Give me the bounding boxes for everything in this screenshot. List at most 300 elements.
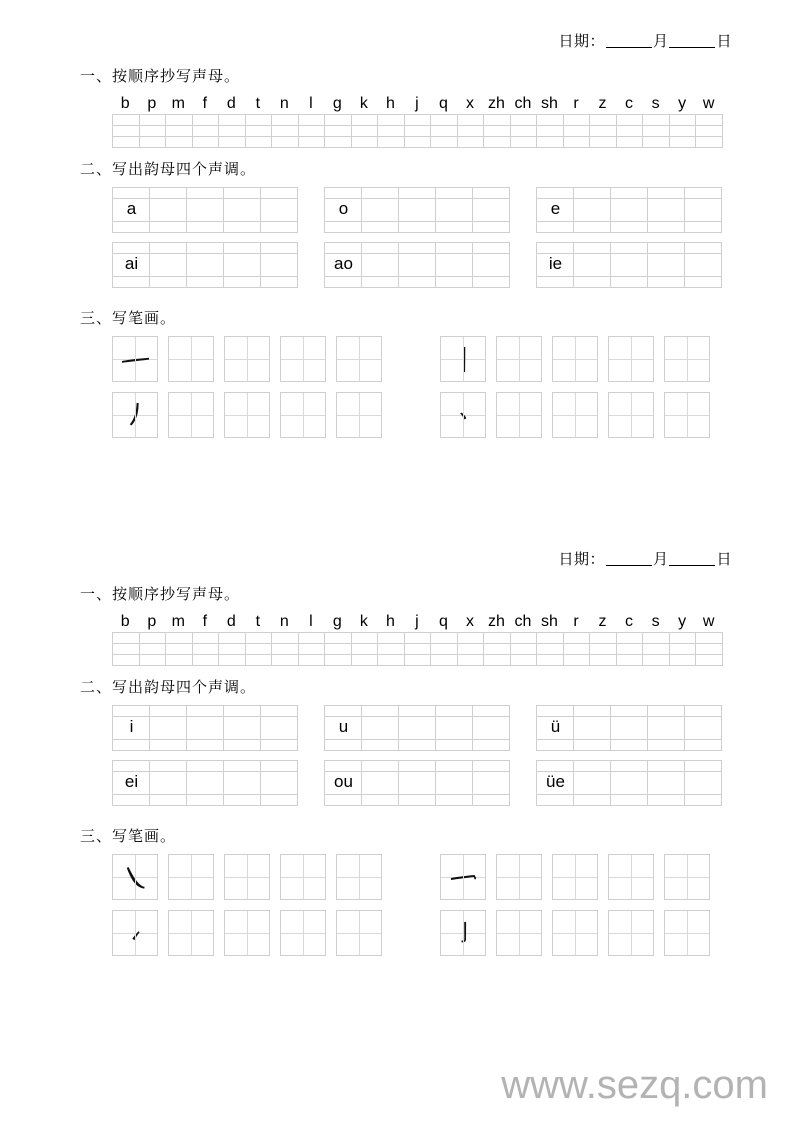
vowel-cell[interactable]: [537, 188, 574, 199]
stroke-practice-box[interactable]: [552, 910, 598, 956]
writing-cell[interactable]: [325, 655, 352, 666]
vowel-cell[interactable]: [436, 243, 473, 254]
writing-cell[interactable]: [537, 644, 564, 655]
writing-cell[interactable]: [272, 137, 299, 148]
vowel-cell[interactable]: [224, 740, 261, 751]
writing-cell[interactable]: [219, 115, 246, 126]
date-month-blank[interactable]: [606, 565, 652, 566]
vowel-practice-box[interactable]: [112, 760, 298, 806]
writing-cell[interactable]: [511, 633, 538, 644]
stroke-practice-box[interactable]: [280, 392, 326, 438]
writing-cell[interactable]: [458, 115, 485, 126]
vowel-cell[interactable]: [150, 795, 187, 806]
writing-cell[interactable]: [511, 655, 538, 666]
writing-cell[interactable]: [431, 137, 458, 148]
vowel-cell[interactable]: [537, 795, 574, 806]
vowel-cell[interactable]: [685, 188, 722, 199]
writing-cell[interactable]: [405, 115, 432, 126]
vowel-cell[interactable]: [325, 740, 362, 751]
writing-cell[interactable]: [537, 126, 564, 137]
writing-cell[interactable]: [378, 655, 405, 666]
stroke-model-box[interactable]: [112, 910, 158, 956]
writing-cell[interactable]: [617, 137, 644, 148]
vowel-cell[interactable]: [261, 761, 298, 772]
writing-cell[interactable]: [272, 644, 299, 655]
vowel-cell[interactable]: [399, 243, 436, 254]
writing-cell[interactable]: [458, 644, 485, 655]
vowel-grid-row[interactable]: [537, 772, 722, 795]
writing-cell[interactable]: [325, 644, 352, 655]
vowel-cell[interactable]: [187, 199, 224, 222]
vowel-cell[interactable]: [362, 761, 399, 772]
writing-cell[interactable]: [219, 137, 246, 148]
writing-cell[interactable]: [670, 137, 697, 148]
vowel-cell[interactable]: [261, 706, 298, 717]
writing-cell[interactable]: [458, 137, 485, 148]
vowel-practice-box[interactable]: [324, 705, 510, 751]
writing-cell[interactable]: [219, 655, 246, 666]
vowel-cell[interactable]: [362, 795, 399, 806]
vowel-practice-box[interactable]: [324, 760, 510, 806]
writing-cell[interactable]: [113, 633, 140, 644]
vowel-cell[interactable]: [362, 706, 399, 717]
stroke-practice-box[interactable]: [336, 336, 382, 382]
writing-cell[interactable]: [643, 126, 670, 137]
writing-cell[interactable]: [405, 644, 432, 655]
vowel-cell[interactable]: [150, 740, 187, 751]
vowel-practice-box[interactable]: [112, 187, 298, 233]
vowel-grid-row[interactable]: [537, 243, 722, 254]
stroke-practice-box[interactable]: [280, 336, 326, 382]
writing-grid-row[interactable]: [113, 115, 723, 126]
vowel-grid-row[interactable]: [325, 717, 510, 740]
vowel-cell[interactable]: [261, 772, 298, 795]
vowel-grid-row[interactable]: [537, 188, 722, 199]
writing-cell[interactable]: [696, 115, 723, 126]
vowel-cell[interactable]: [537, 706, 574, 717]
vowel-cell[interactable]: [399, 761, 436, 772]
vowel-cell[interactable]: [436, 199, 473, 222]
vowel-cell[interactable]: [399, 706, 436, 717]
vowel-cell[interactable]: [537, 254, 574, 277]
writing-cell[interactable]: [458, 126, 485, 137]
vowel-cell[interactable]: [473, 772, 510, 795]
vowel-cell[interactable]: [473, 222, 510, 233]
vowel-cell[interactable]: [574, 795, 611, 806]
writing-cell[interactable]: [140, 126, 167, 137]
vowel-cell[interactable]: [224, 717, 261, 740]
vowel-cell[interactable]: [574, 277, 611, 288]
vowel-cell[interactable]: [362, 717, 399, 740]
stroke-practice-box[interactable]: [608, 910, 654, 956]
vowel-cell[interactable]: [399, 199, 436, 222]
writing-cell[interactable]: [113, 137, 140, 148]
writing-cell[interactable]: [617, 633, 644, 644]
writing-cell[interactable]: [325, 633, 352, 644]
vowel-cell[interactable]: [187, 717, 224, 740]
vowel-cell[interactable]: [362, 199, 399, 222]
vowel-cell[interactable]: [224, 761, 261, 772]
vowel-cell[interactable]: [473, 706, 510, 717]
writing-cell[interactable]: [140, 655, 167, 666]
stroke-practice-box[interactable]: [224, 910, 270, 956]
stroke-practice-box[interactable]: [608, 336, 654, 382]
vowel-cell[interactable]: [113, 254, 150, 277]
writing-cell[interactable]: [246, 137, 273, 148]
writing-cell[interactable]: [140, 137, 167, 148]
writing-cell[interactable]: [564, 126, 591, 137]
writing-cell[interactable]: [564, 137, 591, 148]
vowel-cell[interactable]: [648, 740, 685, 751]
writing-cell[interactable]: [246, 126, 273, 137]
vowel-grid-row[interactable]: [325, 188, 510, 199]
writing-cell[interactable]: [378, 644, 405, 655]
writing-cell[interactable]: [696, 633, 723, 644]
vowel-cell[interactable]: [150, 761, 187, 772]
vowel-cell[interactable]: [362, 772, 399, 795]
writing-cell[interactable]: [166, 137, 193, 148]
writing-cell[interactable]: [590, 655, 617, 666]
date-day-blank[interactable]: [669, 565, 715, 566]
vowel-cell[interactable]: [113, 277, 150, 288]
vowel-cell[interactable]: [399, 740, 436, 751]
vowel-cell[interactable]: [473, 199, 510, 222]
writing-cell[interactable]: [352, 644, 379, 655]
vowel-cell[interactable]: [150, 277, 187, 288]
vowel-cell[interactable]: [325, 243, 362, 254]
writing-cell[interactable]: [219, 126, 246, 137]
vowel-cell[interactable]: [150, 199, 187, 222]
vowel-cell[interactable]: [261, 188, 298, 199]
vowel-cell[interactable]: [537, 772, 574, 795]
writing-cell[interactable]: [511, 137, 538, 148]
vowel-cell[interactable]: [113, 199, 150, 222]
writing-cell[interactable]: [484, 644, 511, 655]
writing-cell[interactable]: [537, 655, 564, 666]
vowel-cell[interactable]: [187, 254, 224, 277]
vowel-cell[interactable]: [187, 740, 224, 751]
vowel-grid-row[interactable]: [113, 277, 298, 288]
vowel-cell[interactable]: [224, 772, 261, 795]
vowel-cell[interactable]: [399, 188, 436, 199]
writing-cell[interactable]: [378, 126, 405, 137]
writing-cell[interactable]: [643, 115, 670, 126]
writing-cell[interactable]: [272, 633, 299, 644]
stroke-practice-box[interactable]: [168, 336, 214, 382]
writing-cell[interactable]: [564, 655, 591, 666]
vowel-grid-row[interactable]: [325, 199, 510, 222]
vowel-grid-row[interactable]: [325, 254, 510, 277]
vowel-cell[interactable]: [261, 740, 298, 751]
vowel-cell[interactable]: [648, 277, 685, 288]
vowel-cell[interactable]: [150, 222, 187, 233]
writing-cell[interactable]: [590, 115, 617, 126]
vowel-cell[interactable]: [473, 761, 510, 772]
vowel-cell[interactable]: [436, 277, 473, 288]
vowel-cell[interactable]: [611, 795, 648, 806]
vowel-cell[interactable]: [574, 254, 611, 277]
writing-cell[interactable]: [352, 115, 379, 126]
consonant-writing-grid[interactable]: [112, 114, 723, 148]
vowel-cell[interactable]: [574, 243, 611, 254]
stroke-practice-box[interactable]: [496, 910, 542, 956]
vowel-grid-row[interactable]: [537, 717, 722, 740]
writing-cell[interactable]: [431, 115, 458, 126]
vowel-cell[interactable]: [611, 243, 648, 254]
vowel-cell[interactable]: [362, 254, 399, 277]
vowel-cell[interactable]: [685, 717, 722, 740]
writing-cell[interactable]: [696, 137, 723, 148]
writing-cell[interactable]: [643, 644, 670, 655]
vowel-cell[interactable]: [685, 740, 722, 751]
stroke-model-box[interactable]: [440, 910, 486, 956]
vowel-cell[interactable]: [685, 277, 722, 288]
vowel-cell[interactable]: [436, 254, 473, 277]
vowel-cell[interactable]: [611, 740, 648, 751]
writing-cell[interactable]: [431, 644, 458, 655]
vowel-cell[interactable]: [685, 243, 722, 254]
writing-cell[interactable]: [431, 633, 458, 644]
vowel-grid-row[interactable]: [325, 740, 510, 751]
vowel-cell[interactable]: [224, 277, 261, 288]
vowel-grid-row[interactable]: [537, 740, 722, 751]
vowel-cell[interactable]: [187, 772, 224, 795]
writing-cell[interactable]: [590, 137, 617, 148]
writing-cell[interactable]: [166, 126, 193, 137]
writing-cell[interactable]: [537, 633, 564, 644]
writing-cell[interactable]: [193, 655, 220, 666]
vowel-cell[interactable]: [224, 254, 261, 277]
date-month-blank[interactable]: [606, 47, 652, 48]
vowel-cell[interactable]: [574, 188, 611, 199]
writing-cell[interactable]: [670, 115, 697, 126]
vowel-cell[interactable]: [574, 761, 611, 772]
vowel-cell[interactable]: [150, 706, 187, 717]
vowel-cell[interactable]: [648, 188, 685, 199]
vowel-cell[interactable]: [473, 717, 510, 740]
date-day-blank[interactable]: [669, 47, 715, 48]
vowel-cell[interactable]: [473, 795, 510, 806]
writing-cell[interactable]: [431, 126, 458, 137]
stroke-practice-box[interactable]: [608, 392, 654, 438]
vowel-practice-box[interactable]: [536, 705, 722, 751]
vowel-cell[interactable]: [436, 740, 473, 751]
stroke-practice-box[interactable]: [168, 392, 214, 438]
vowel-cell[interactable]: [261, 717, 298, 740]
vowel-grid-row[interactable]: [325, 761, 510, 772]
stroke-model-box[interactable]: [440, 392, 486, 438]
writing-cell[interactable]: [246, 644, 273, 655]
stroke-practice-box[interactable]: [280, 854, 326, 900]
writing-cell[interactable]: [617, 126, 644, 137]
writing-cell[interactable]: [193, 644, 220, 655]
vowel-cell[interactable]: [537, 717, 574, 740]
writing-cell[interactable]: [113, 115, 140, 126]
writing-cell[interactable]: [113, 655, 140, 666]
vowel-cell[interactable]: [473, 740, 510, 751]
writing-cell[interactable]: [299, 655, 326, 666]
vowel-cell[interactable]: [224, 199, 261, 222]
vowel-grid-row[interactable]: [113, 761, 298, 772]
writing-cell[interactable]: [193, 137, 220, 148]
vowel-cell[interactable]: [187, 277, 224, 288]
writing-cell[interactable]: [299, 115, 326, 126]
vowel-grid-row[interactable]: [113, 717, 298, 740]
writing-cell[interactable]: [484, 633, 511, 644]
writing-cell[interactable]: [352, 655, 379, 666]
vowel-cell[interactable]: [685, 795, 722, 806]
consonant-writing-grid[interactable]: [112, 632, 723, 666]
vowel-cell[interactable]: [325, 761, 362, 772]
writing-cell[interactable]: [166, 644, 193, 655]
writing-cell[interactable]: [113, 126, 140, 137]
stroke-practice-box[interactable]: [224, 854, 270, 900]
vowel-cell[interactable]: [611, 277, 648, 288]
vowel-cell[interactable]: [261, 222, 298, 233]
vowel-cell[interactable]: [325, 199, 362, 222]
writing-cell[interactable]: [272, 655, 299, 666]
stroke-model-box[interactable]: [440, 854, 486, 900]
vowel-cell[interactable]: [574, 717, 611, 740]
vowel-cell[interactable]: [685, 772, 722, 795]
writing-cell[interactable]: [484, 126, 511, 137]
writing-cell[interactable]: [272, 115, 299, 126]
stroke-practice-box[interactable]: [664, 854, 710, 900]
vowel-cell[interactable]: [611, 222, 648, 233]
writing-cell[interactable]: [458, 633, 485, 644]
vowel-practice-box[interactable]: [536, 242, 722, 288]
vowel-cell[interactable]: [611, 761, 648, 772]
vowel-grid-row[interactable]: [113, 188, 298, 199]
vowel-cell[interactable]: [224, 795, 261, 806]
writing-cell[interactable]: [696, 644, 723, 655]
vowel-cell[interactable]: [537, 243, 574, 254]
writing-cell[interactable]: [431, 655, 458, 666]
vowel-cell[interactable]: [187, 188, 224, 199]
vowel-cell[interactable]: [473, 243, 510, 254]
writing-cell[interactable]: [166, 655, 193, 666]
vowel-grid-row[interactable]: [113, 222, 298, 233]
vowel-grid-row[interactable]: [537, 795, 722, 806]
vowel-cell[interactable]: [648, 243, 685, 254]
vowel-grid-row[interactable]: [537, 761, 722, 772]
writing-cell[interactable]: [590, 633, 617, 644]
writing-grid-row[interactable]: [113, 655, 723, 666]
vowel-cell[interactable]: [187, 706, 224, 717]
vowel-cell[interactable]: [436, 706, 473, 717]
writing-cell[interactable]: [166, 115, 193, 126]
vowel-cell[interactable]: [261, 795, 298, 806]
vowel-grid-row[interactable]: [537, 222, 722, 233]
vowel-grid-row[interactable]: [537, 706, 722, 717]
stroke-practice-box[interactable]: [552, 854, 598, 900]
vowel-cell[interactable]: [648, 254, 685, 277]
writing-cell[interactable]: [405, 126, 432, 137]
writing-cell[interactable]: [140, 633, 167, 644]
vowel-cell[interactable]: [325, 717, 362, 740]
stroke-practice-box[interactable]: [664, 910, 710, 956]
vowel-cell[interactable]: [436, 717, 473, 740]
vowel-cell[interactable]: [150, 717, 187, 740]
vowel-cell[interactable]: [399, 772, 436, 795]
vowel-cell[interactable]: [473, 188, 510, 199]
stroke-practice-box[interactable]: [168, 854, 214, 900]
writing-cell[interactable]: [643, 137, 670, 148]
vowel-practice-box[interactable]: [112, 242, 298, 288]
writing-cell[interactable]: [193, 633, 220, 644]
vowel-cell[interactable]: [399, 222, 436, 233]
vowel-cell[interactable]: [611, 772, 648, 795]
vowel-grid-row[interactable]: [113, 740, 298, 751]
vowel-cell[interactable]: [611, 254, 648, 277]
vowel-cell[interactable]: [325, 254, 362, 277]
writing-grid-row[interactable]: [113, 137, 723, 148]
vowel-grid-row[interactable]: [537, 254, 722, 277]
vowel-cell[interactable]: [399, 717, 436, 740]
writing-cell[interactable]: [378, 137, 405, 148]
writing-grid-row[interactable]: [113, 644, 723, 655]
writing-cell[interactable]: [405, 655, 432, 666]
writing-cell[interactable]: [140, 644, 167, 655]
writing-cell[interactable]: [352, 633, 379, 644]
writing-cell[interactable]: [246, 655, 273, 666]
vowel-cell[interactable]: [611, 717, 648, 740]
vowel-cell[interactable]: [261, 243, 298, 254]
vowel-cell[interactable]: [187, 222, 224, 233]
writing-grid-row[interactable]: [113, 126, 723, 137]
vowel-grid-row[interactable]: [113, 706, 298, 717]
stroke-practice-box[interactable]: [664, 336, 710, 382]
vowel-cell[interactable]: [362, 222, 399, 233]
vowel-cell[interactable]: [574, 222, 611, 233]
vowel-cell[interactable]: [113, 772, 150, 795]
vowel-cell[interactable]: [187, 761, 224, 772]
vowel-cell[interactable]: [113, 222, 150, 233]
stroke-practice-box[interactable]: [552, 336, 598, 382]
vowel-cell[interactable]: [362, 740, 399, 751]
vowel-grid-row[interactable]: [325, 243, 510, 254]
vowel-cell[interactable]: [611, 188, 648, 199]
stroke-practice-box[interactable]: [280, 910, 326, 956]
writing-cell[interactable]: [643, 655, 670, 666]
writing-cell[interactable]: [590, 644, 617, 655]
writing-cell[interactable]: [484, 137, 511, 148]
vowel-grid-row[interactable]: [325, 277, 510, 288]
vowel-cell[interactable]: [574, 706, 611, 717]
vowel-cell[interactable]: [436, 188, 473, 199]
vowel-cell[interactable]: [224, 706, 261, 717]
writing-cell[interactable]: [511, 644, 538, 655]
writing-cell[interactable]: [405, 137, 432, 148]
vowel-cell[interactable]: [113, 706, 150, 717]
vowel-cell[interactable]: [113, 795, 150, 806]
writing-cell[interactable]: [696, 655, 723, 666]
writing-cell[interactable]: [299, 137, 326, 148]
writing-cell[interactable]: [299, 633, 326, 644]
writing-cell[interactable]: [458, 655, 485, 666]
vowel-cell[interactable]: [150, 772, 187, 795]
stroke-practice-box[interactable]: [608, 854, 654, 900]
writing-cell[interactable]: [193, 126, 220, 137]
writing-cell[interactable]: [617, 655, 644, 666]
writing-cell[interactable]: [484, 655, 511, 666]
stroke-practice-box[interactable]: [168, 910, 214, 956]
vowel-cell[interactable]: [574, 772, 611, 795]
writing-cell[interactable]: [590, 126, 617, 137]
writing-cell[interactable]: [193, 115, 220, 126]
vowel-grid-row[interactable]: [113, 795, 298, 806]
vowel-cell[interactable]: [537, 277, 574, 288]
